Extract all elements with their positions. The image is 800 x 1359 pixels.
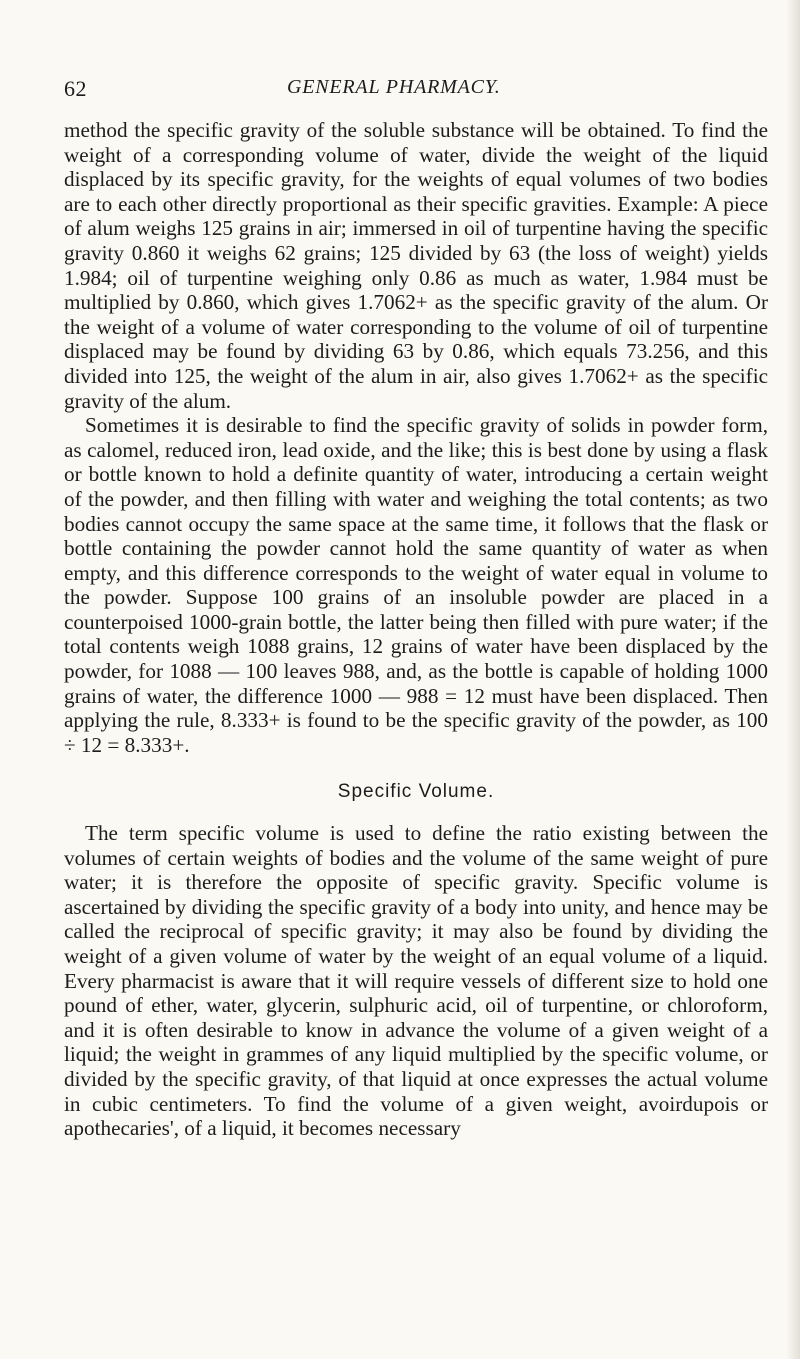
page-header <box>64 76 764 106</box>
paragraph-continuation: method the specific gravity of the soluble substance will be obtained. To find the weight of a corresponding volume of water, divide the weight of the liquid displaced by its specific gravity, for the weights of equal volumes of two bodies are to each other directly proportional as their specific gravities. Example: A piece of alum weighs 125 grains in air; immersed in oil of turpentine having the specific gravity 0.860 it weighs 62 grains; 125 divided by 63 (the loss of weight) yields 1.984; oil of turpentine weighing only 0.86 as much as water, 1.984 must be multiplied by 0.860, which gives 1.7062+ as the specific gravity of the alum. Or the weight of a volume of water corresponding to the volume of oil of turpentine displaced may be found by dividing 63 by 0.86, which equals 73.256, and this divided into 125, the weight of the alum in air, also gives 1.7062+ as the specific gravity of the alum. <box>64 118 768 413</box>
page-edge-shadow <box>786 0 800 1359</box>
paragraph-powder-specific-gravity: Sometimes it is desirable to find the specific gravity of solids in powder form, as calomel, reduced iron, lead oxide, and the like; this is best done by using a flask or bottle known to hold a definite quantity of water, introducing a certain weight of the powder, and then filling with water and weighing the total contents; as two bodies cannot occupy the same space at the same time, it follows that the flask or bottle containing the powder cannot hold the same quantity of water as when empty, and this difference corresponds to the weight of water equal in volume to the powder. Suppose 100 grains of an insoluble powder are placed in a counterpoised 1000-grain bottle, the latter being then filled with pure water; if the total contents weigh 1088 grains, 12 grains of water have been displaced by the powder, for 1088 — 100 leaves 988, and, as the bottle is capable of holding 1000 grains of water, the difference 1000 — 988 = 12 must have been displaced. Then applying the rule, 8.333+ is found to be the specific gravity of the powder, as 100 ÷ 12 = 8.333+. <box>64 413 768 757</box>
paragraph-specific-volume: The term specific volume is used to define the ratio existing between the volumes of certain weights of bodies and the volume of the same weight of pure water; it is therefore the opposite of specific gravity. Specific volume is ascertained by dividing the specific gravity of a body into unity, and hence may be called the reciprocal of specific gravity; it may also be found by dividing the weight of a given volume of water by the weight of an equal volume of a liquid. Every pharmacist is aware that it will require vessels of different size to hold one pound of ether, water, glycerin, sulphuric acid, oil of turpentine, or chloroform, and it is often desirable to know in advance the volume of a given weight of a liquid; the weight in grammes of any liquid multiplied by the specific volume, or divided by the specific gravity, of that liquid at once expresses the actual volume in cubic centimeters. To find the volume of a given weight, avoirdupois or apothecaries', of a liquid, it becomes necessary <box>64 821 768 1141</box>
page-number: 62 <box>64 76 87 101</box>
section-heading: Specific Volume. <box>337 781 495 803</box>
running-title: GENERAL PHARMACY. <box>287 76 501 98</box>
body-text <box>64 118 768 1141</box>
